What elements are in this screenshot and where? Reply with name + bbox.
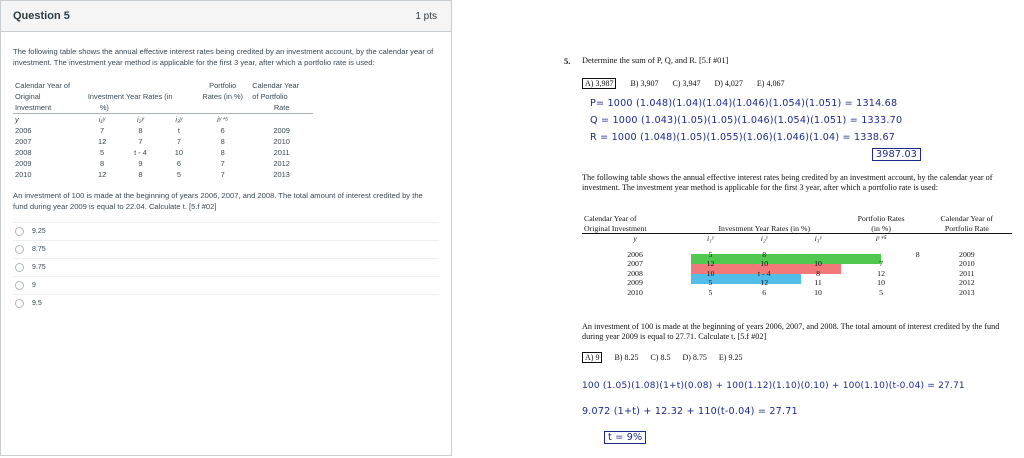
header-pct: %) xyxy=(86,102,195,114)
cell: 7 xyxy=(176,137,181,146)
answer-label: 8.75 xyxy=(32,246,46,253)
cell xyxy=(796,250,841,260)
answer-option[interactable] xyxy=(13,222,439,240)
question-points: 1 pts xyxy=(415,10,437,22)
ws-symbol-i1: i₁ʸ xyxy=(707,234,714,244)
cell: 7 xyxy=(220,170,225,179)
ws-symbol-i2: i₂ʸ xyxy=(760,234,768,244)
cell: 2012 xyxy=(273,159,290,168)
ws-symbol-y: y xyxy=(633,234,637,244)
cell: 2013 xyxy=(959,287,975,297)
cell: 8 xyxy=(220,137,225,146)
answer-option[interactable] xyxy=(13,240,439,258)
cell: 6 xyxy=(762,287,767,297)
ws-header-calendar-year: Calendar Year of xyxy=(584,214,637,224)
cell: 10 xyxy=(877,278,885,288)
choice: E) 9.25 xyxy=(718,353,743,362)
cell: 2008 xyxy=(15,148,32,157)
cell: 2010 xyxy=(959,259,975,269)
cell: 8 xyxy=(816,268,820,278)
table-row xyxy=(582,250,1012,260)
symbol-i3: i₃ʸ xyxy=(175,115,183,124)
cell: 7 xyxy=(879,259,884,269)
radio-button[interactable] xyxy=(15,299,24,308)
cell: 8 xyxy=(915,249,920,259)
cell: 8 xyxy=(138,126,143,135)
handwriting-answer-box: t = 9% xyxy=(604,431,646,444)
table-row xyxy=(13,158,313,169)
cell: 9 xyxy=(138,159,143,168)
cell: 2010 xyxy=(627,287,643,297)
cell: 8 xyxy=(220,148,225,157)
ws-symbol-iy5: iʸ⁺⁵ xyxy=(875,234,887,244)
header-portfolio: Portfolio xyxy=(209,81,237,90)
answer-list xyxy=(13,222,439,312)
cell: 2009 xyxy=(273,126,290,135)
header-investment-year-rates: Investment Year Rates (in xyxy=(87,92,173,101)
radio-button[interactable] xyxy=(15,245,24,254)
worksheet-table xyxy=(582,214,1012,297)
cell: 2007 xyxy=(627,259,643,269)
cell: 10 xyxy=(814,259,822,269)
radio-button[interactable] xyxy=(15,281,24,290)
table-row xyxy=(582,269,1012,279)
answer-label: 9.5 xyxy=(32,300,42,307)
cell: 5 xyxy=(708,278,713,288)
table-row xyxy=(13,125,313,136)
cell: t - 4 xyxy=(757,268,771,278)
ws-header-in-pct: (in %) xyxy=(840,224,921,234)
answer-option[interactable] xyxy=(13,258,439,276)
cell: 2009 xyxy=(15,159,32,168)
handwriting-p: P= 1000 (1.048)(1.04)(1.04)(1.046)(1.054)(1.051) = 1314.68 xyxy=(590,98,898,109)
choice: E) 4,067 xyxy=(756,79,785,88)
choice: B) 3,907 xyxy=(630,79,659,88)
symbol-i1: i₁ʸ xyxy=(98,115,106,124)
ws-symbol-i3: i₃ʸ xyxy=(814,234,822,244)
cell: 10 xyxy=(760,259,769,269)
header-original: Original xyxy=(15,92,41,101)
cell: 7 xyxy=(220,159,225,168)
cell: 10 xyxy=(174,148,184,157)
cell: 12 xyxy=(760,278,769,288)
cell: 7 xyxy=(100,126,105,135)
handwriting-sum-box: 3987.03 xyxy=(872,148,921,161)
symbol-i2: i₂ʸ xyxy=(136,115,145,124)
cell: 5 xyxy=(100,148,105,157)
header-calendar-year: Calendar Year of xyxy=(15,81,71,90)
cell: 2007 xyxy=(15,137,32,146)
rates-table xyxy=(13,80,313,180)
worksheet-question-1: Determine the sum of P, Q, and R. [5.f #01] xyxy=(582,56,729,65)
worksheet-intro: The following table shows the annual effective interest rates being credited by an investment account, by the calendar year of investment. The investment year method is applicable for the first 3 year, after which a portfolio rate is used: xyxy=(582,173,993,192)
ws-header-portfolio-rate: Portfolio Rate xyxy=(922,224,1012,234)
cell: 2011 xyxy=(273,148,290,157)
cell: 2006 xyxy=(627,249,643,259)
symbol-iy5: iʸ⁺⁵ xyxy=(217,115,229,124)
worksheet-document xyxy=(548,0,1024,458)
choice: D) 8.75 xyxy=(682,353,707,362)
cell: 2009 xyxy=(627,278,643,288)
symbol-y: y xyxy=(15,115,19,124)
handwriting-equation-1: 100 (1.05)(1.08)(1+t)(0.08) + 100(1.12)(1.10)(0.10) + 100(1.10)(t-0.04) = 27.71 xyxy=(582,381,965,391)
worksheet-question-2: An investment of 100 is made at the beginning of years 2006, 2007, and 2008. The total amount of interest credited by the fund during year 2009 is equal to 27.71. Calculate t. [5.f #02] xyxy=(582,322,1000,341)
cell: 10 xyxy=(814,287,822,297)
handwriting-answer xyxy=(604,432,646,443)
choices-1 xyxy=(582,78,784,89)
cell: 2009 xyxy=(959,249,975,259)
handwriting-equation-2: 9.072 (1+t) + 12.32 + 110(t-0.04) = 27.71 xyxy=(582,406,798,417)
answer-option[interactable] xyxy=(13,294,439,312)
cell: 2010 xyxy=(15,170,32,179)
choice: C) 8.5 xyxy=(650,353,671,362)
table-row xyxy=(582,259,1012,269)
cell: 2008 xyxy=(627,268,643,278)
ws-header-calendar-year-of: Calendar Year of xyxy=(940,214,994,224)
ws-header-investment-year-rates: Investment Year Rates (in %) xyxy=(688,224,840,234)
choice: B) 8.25 xyxy=(614,353,639,362)
header-rates-pct: Rates (in %) xyxy=(202,92,244,101)
answer-label: 9.75 xyxy=(32,264,46,271)
cell: 2011 xyxy=(959,268,975,278)
cell: 12 xyxy=(706,259,715,269)
cell: t xyxy=(177,126,180,135)
table-row xyxy=(582,288,1012,298)
choice: A) 3,987 xyxy=(582,78,616,89)
handwriting-r: R = 1000 (1.048)(1.05)(1.055)(1.06)(1.046)(1.04) = 1338.67 xyxy=(590,132,896,143)
worksheet-question-number: 5. xyxy=(564,56,571,66)
answer-option[interactable] xyxy=(13,276,439,294)
cell: 5 xyxy=(176,170,181,179)
ws-header-portfolio-rates: Portfolio Rates xyxy=(857,214,905,224)
cell: 8 xyxy=(138,170,143,179)
cell: 2006 xyxy=(15,126,32,135)
cell: 10 xyxy=(706,268,715,278)
question-text: An investment of 100 is made at the beginning of years 2006, 2007, and 2008. The total amount of interest credited by the fund during year 2009 is equal to 22.04. Calculate t. [5.f #02] xyxy=(13,191,423,211)
cell: 11 xyxy=(814,278,822,288)
choice: D) 4,027 xyxy=(714,79,743,88)
choice: C) 3,947 xyxy=(672,79,701,88)
cell: 6 xyxy=(176,159,181,168)
table-row xyxy=(13,136,313,147)
cell: 12 xyxy=(97,170,107,179)
header-investment: Investment xyxy=(13,102,86,114)
choice: A) 9 xyxy=(582,352,602,363)
cell: 5 xyxy=(708,249,713,259)
table-row xyxy=(13,147,313,158)
question-intro: The following table shows the annual effective interest rates being credited by an investment account, by the calendar year of investment. The investment year method is applicable for the first 3 year, after which a portfolio rate is used: xyxy=(13,47,434,67)
header-portfolio-year: Calendar Year xyxy=(252,81,300,90)
cell: t - 4 xyxy=(134,148,147,157)
radio-button[interactable] xyxy=(15,227,24,236)
cell: 8 xyxy=(762,249,767,259)
table-row xyxy=(13,169,313,180)
cell: 12 xyxy=(877,268,885,278)
answer-label: 9 xyxy=(32,282,36,289)
table-row xyxy=(582,278,1012,288)
cell: 2013 xyxy=(273,170,290,179)
question-title: Question 5 xyxy=(13,10,70,22)
answer-label: 9.25 xyxy=(32,228,46,235)
handwriting-q: Q = 1000 (1.043)(1.05)(1.05)(1.046)(1.054)(1.051) = 1333.70 xyxy=(590,115,903,126)
cell: 2012 xyxy=(959,278,975,288)
question-header xyxy=(1,1,451,32)
cell: 5 xyxy=(708,287,713,297)
header-of-portfolio: of Portfolio xyxy=(252,92,288,101)
question-panel xyxy=(0,0,452,456)
cell: 2010 xyxy=(273,137,290,146)
cell: 12 xyxy=(97,137,107,146)
cell: 6 xyxy=(220,126,225,135)
cell: 8 xyxy=(100,159,105,168)
radio-button[interactable] xyxy=(15,263,24,272)
cell: 5 xyxy=(879,287,884,297)
choices-2 xyxy=(582,352,742,363)
header-rate: Rate xyxy=(250,102,313,114)
ws-header-original-investment: Original Investment xyxy=(582,224,688,234)
handwriting-sum xyxy=(872,149,921,160)
cell: 7 xyxy=(138,137,143,146)
